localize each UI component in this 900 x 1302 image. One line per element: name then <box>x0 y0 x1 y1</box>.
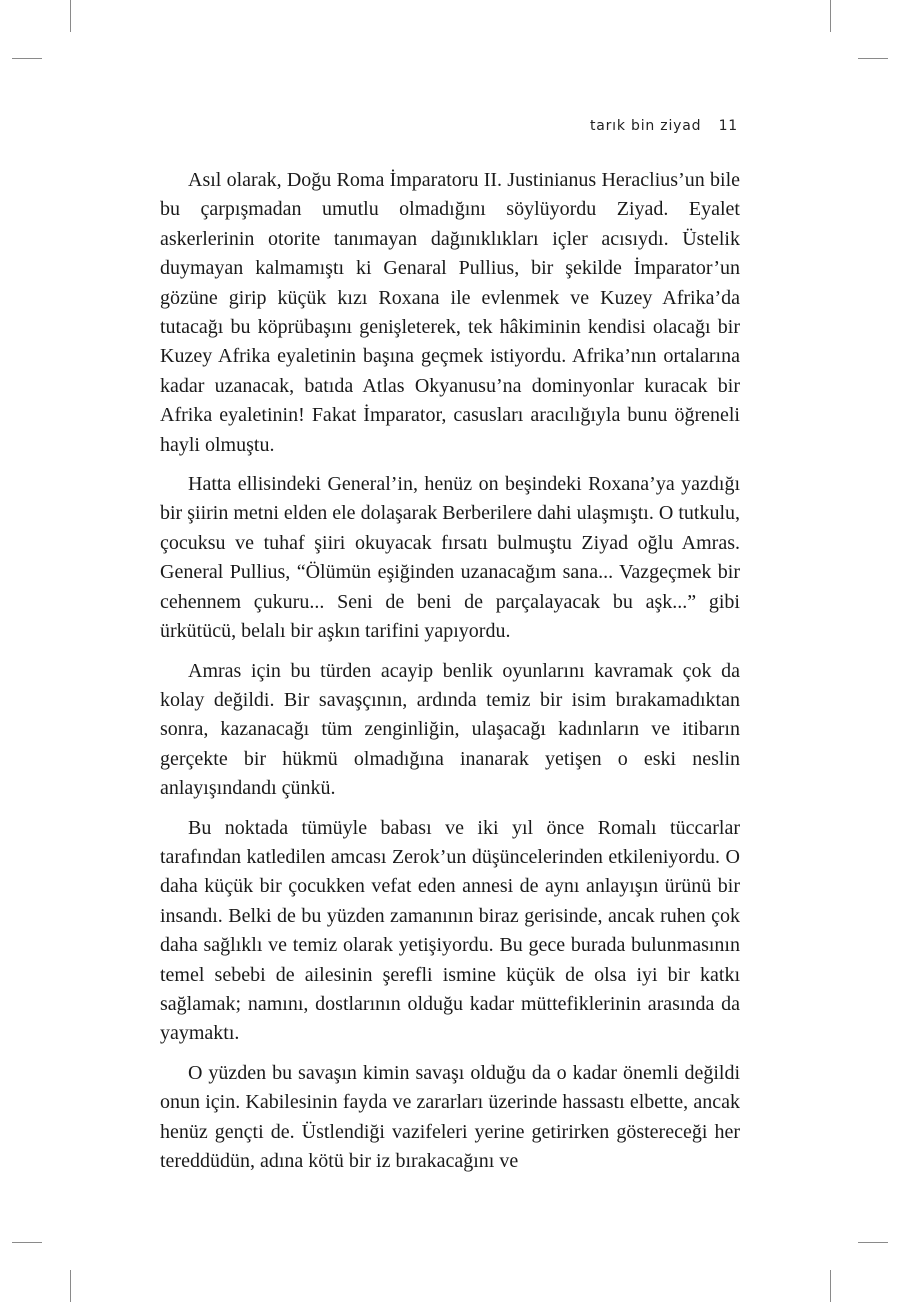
running-head <box>590 118 738 134</box>
page-number: 11 <box>718 118 738 134</box>
crop-mark-right-top <box>858 58 888 59</box>
crop-mark-bottom-right <box>830 1270 831 1302</box>
crop-mark-bottom-left <box>70 1270 71 1302</box>
paragraph-2: Hatta ellisindeki General’in, henüz on beşindeki Roxana’ya yazdığı bir şiirin metni elden ele dolaşarak Berberilere dahi ulaşmıştı. O tutkulu, çocuksu ve tuhaf şiiri okuyacak fırsatı bulmuştu Ziyad oğlu Amras. General Pullius, “Ölümün eşiğinden uzanacağım sana... Vazgeçmek bir cehennem çukuru... Seni de beni de parçalayacak bu aşk...” gibi ürkütücü, belalı bir aşkın tarifini yapıyordu. <box>160 473 740 643</box>
paragraph-5: O yüzden bu savaşın kimin savaşı olduğu da o kadar önemli değildi onun için. Kabilesinin fayda ve zararları üzerinde hassastı elbette, ancak henüz gençti de. Üstlendiği vazifeleri yerine getirirken göstereceği her tereddüdün, adına kötü bir iz bırakacağını ve <box>160 1061 740 1172</box>
paragraph-1: Asıl olarak, Doğu Roma İmparatoru II. Justinianus Heraclius’un bile bu çarpışmadan umutlu olmadığını söylüyordu Ziyad. Eyalet askerlerinin otorite tanımayan dağınıklıkları içler acısıydı. Üstelik duymayan kalmamıştı ki Genaral Pullius, bir şekilde İmparator’un gözüne girip küçük kızı Roxana ile evlenmek ve Kuzey Afrika’da tutacağı bu köprübaşını genişleterek, tek hâkiminin kendisi olacağı bir Kuzey Afrika eyaletinin başına geçmek istiyordu. Afrika’nın ortalarına kadar uzanacak, batıda Atlas Okyanusu’na dominyonlar kuracak bir Afrika eyaletinin! Fakat İmparator, casusları aracılığıyla bunu öğreneli hayli olmuştu. <box>160 169 740 456</box>
running-title: tarık bin ziyad <box>589 118 702 134</box>
paragraph-3: Amras için bu türden acayip benlik oyunlarını kavramak çok da kolay değildi. Bir savaşçının, ardında temiz bir isim bırakamadıktan sonra, kazanacağı tüm zenginliğin, ulaşacağı kadınların ve itibarın gerçekte bir hükmü olmadığına inanarak yetişen o eski neslin anlayışındandı çünkü. <box>160 659 740 800</box>
crop-mark-left-bottom <box>12 1242 42 1243</box>
body-text <box>160 166 740 1186</box>
crop-mark-top-right <box>830 0 831 32</box>
crop-mark-right-bottom <box>858 1242 888 1243</box>
crop-mark-top-left <box>70 0 71 32</box>
paragraph-4: Bu noktada tümüyle babası ve iki yıl önce Romalı tüccarlar tarafından katledilen amcası Zerok’un düşüncelerinden etkileniyordu. O daha küçük bir çocukken vefat eden annesi de aynı anlayışın ürünü bir insandı. Belki de bu yüzden zamanının biraz gerisinde, ancak ruhen çok daha sağlıklı ve temiz olarak yetişiyordu. Bu gece burada bulunmasının temel sebebi de ailesinin şerefli ismine küçük de olsa iyi bir katkı sağlamak; namını, dostlarının olduğu kadar müttefiklerinin arasında da yaymaktı. <box>160 816 740 1045</box>
crop-mark-left-top <box>12 58 42 59</box>
